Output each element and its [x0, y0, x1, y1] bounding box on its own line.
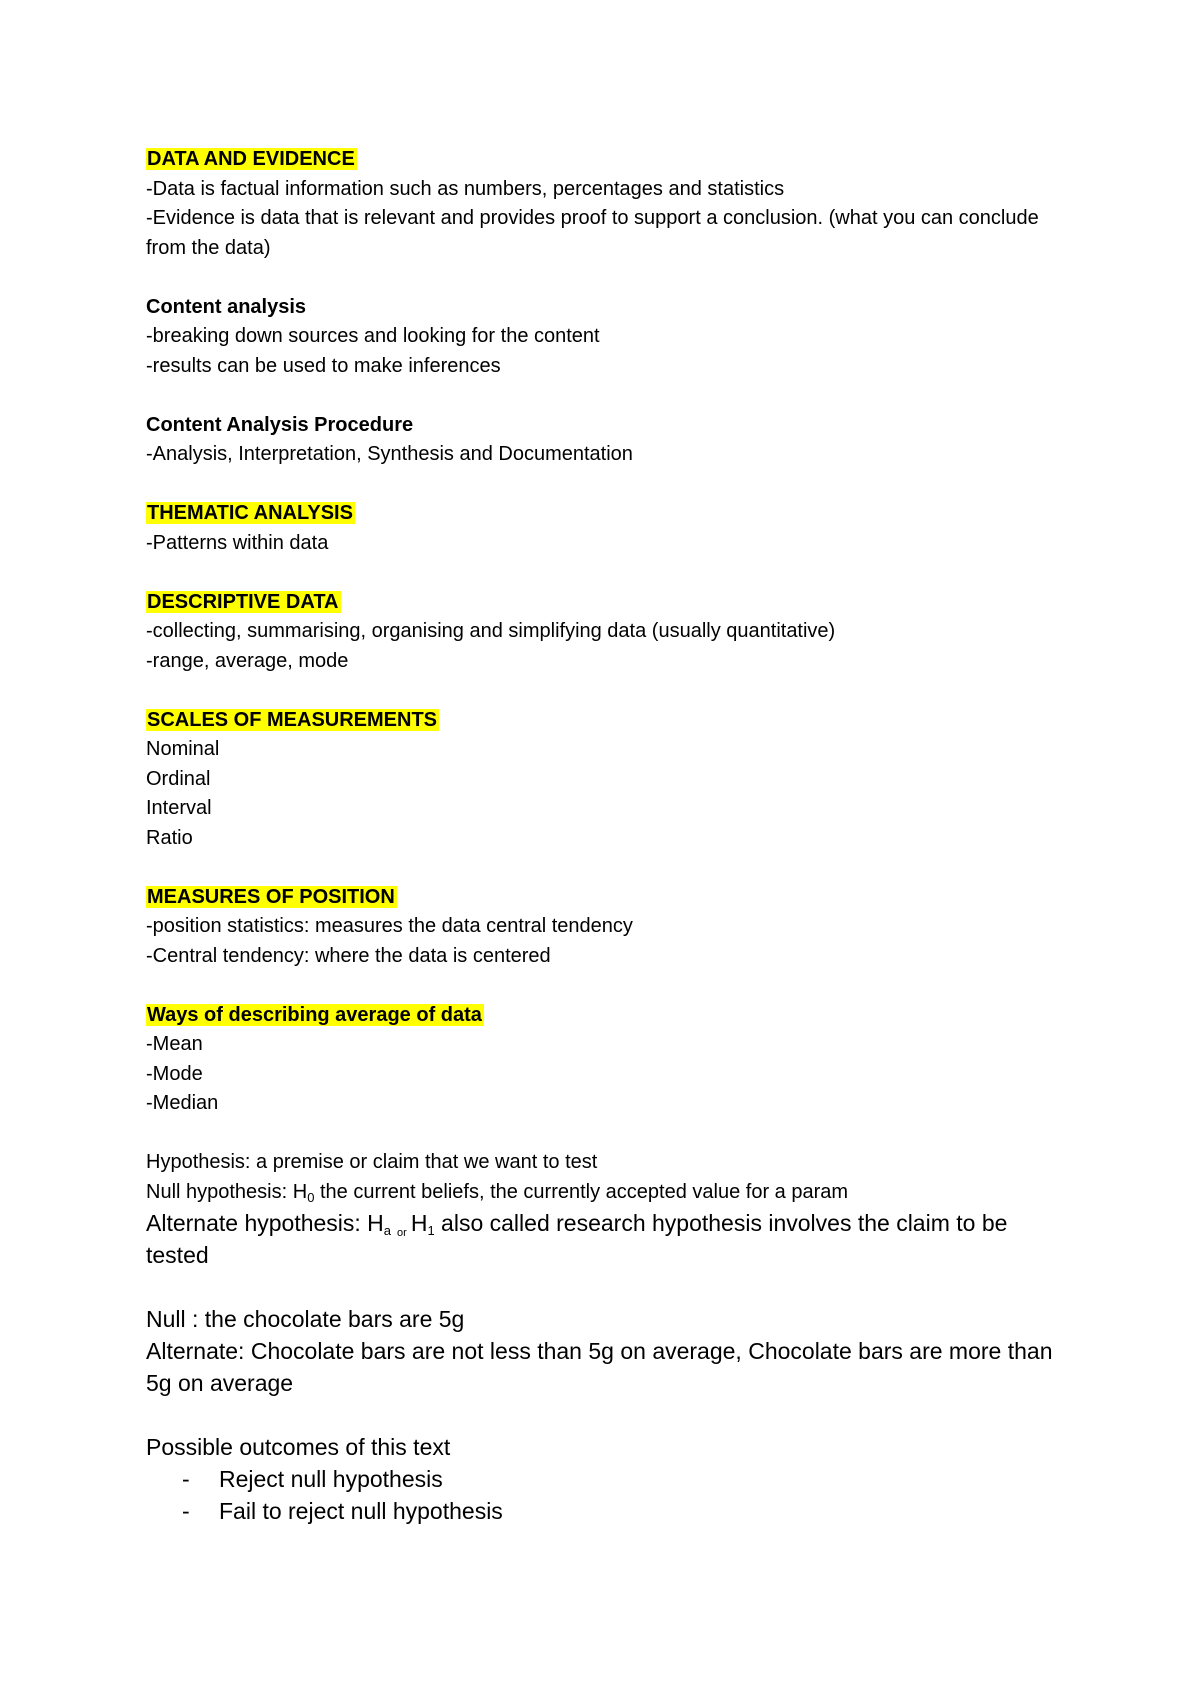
list-item: - Fail to reject null hypothesis: [182, 1498, 503, 1524]
list-item: - Reject null hypothesis: [182, 1466, 443, 1492]
section-heading-content-analysis: Content analysis: [146, 295, 307, 318]
outcomes-list: [146, 1463, 1066, 1527]
text-line: -Median: [146, 1092, 219, 1114]
text-line: -Central tendency: where the data is centered: [146, 944, 551, 967]
text-line: Ordinal: [146, 767, 211, 790]
section-heading-content-procedure: Content Analysis Procedure: [146, 413, 414, 436]
document-page: [146, 145, 1066, 1527]
text-line: -Mode: [146, 1062, 203, 1085]
text-line: -results can be used to make inferences: [146, 354, 501, 377]
example-alternate: Alternate: Chocolate bars are not less than 5g on average, Chocolate bars are more than 5g on average: [146, 1338, 1053, 1396]
alternate-hypothesis-definition: Alternate hypothesis: $H_a$ $_{or}$ $H_1$ also called research hypothesis involves the claim to be tested: [146, 1210, 1008, 1268]
section-heading-data-evidence: DATA AND EVIDENCE: [147, 148, 355, 170]
section-heading-ways: Ways of describing average of data: [147, 1003, 482, 1026]
section-heading-scales: SCALES OF MEASUREMENTS: [147, 708, 438, 731]
text-line: -Data is factual information such as numbers, percentages and statistics: [146, 177, 785, 200]
section-heading-descriptive: DESCRIPTIVE DATA: [147, 590, 339, 613]
example-null: Null : the chocolate bars are 5g: [146, 1306, 465, 1332]
null-hypothesis-definition: Null hypothesis: $H_0$ the current beliefs, the currently accepted value for a param: [146, 1180, 849, 1205]
hypothesis-definition: Hypothesis: a premise or claim that we want to test: [146, 1151, 598, 1173]
text-line: -range, average, mode: [146, 649, 349, 672]
text-line: -Analysis, Interpretation, Synthesis and Documentation: [146, 443, 633, 465]
text-line: Interval: [146, 797, 212, 819]
text-line: -Evidence is data that is relevant and provides proof to support a conclusion. (what you can conclude from the data): [146, 207, 1039, 259]
text-line: Nominal: [146, 738, 220, 760]
text-line: -collecting, summarising, organising and simplifying data (usually quantitative): [146, 620, 836, 642]
outcomes-title: Possible outcomes of this text: [146, 1434, 451, 1460]
text-line: -position statistics: measures the data central tendency: [146, 915, 633, 937]
section-heading-thematic: THEMATIC ANALYSIS: [147, 502, 353, 524]
text-line: Ratio: [146, 826, 193, 849]
text-line: -breaking down sources and looking for the content: [146, 325, 600, 347]
section-heading-position: MEASURES OF POSITION: [147, 885, 395, 908]
text-line: -Patterns within data: [146, 531, 329, 554]
text-line: -Mean: [146, 1033, 203, 1055]
